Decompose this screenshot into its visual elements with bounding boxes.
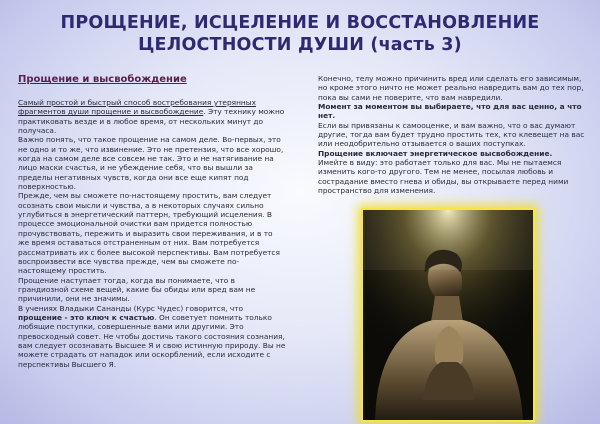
paragraph-intro	[18, 98, 286, 135]
page-title	[0, 12, 600, 56]
page-title-line-1: ПРОЩЕНИЕ, ИСЦЕЛЕНИЕ И ВОССТАНОВЛЕНИЕ	[60, 13, 540, 33]
paragraph-keep-in-mind: Имейте в виду: это работает только для вас. Мы не пытаемся изменить кого-то другого. Тем не менее, посылая любовь и сострадание вместо гнева и обиды, вы открываете перед ними пространство для изменения.	[318, 158, 569, 196]
paragraph-self-esteem: Если вы привязаны к самооценке, и вам важно, что о вас думают другие, тогда вам будет трудно простить тех, кто клевещет на вас или неодобрительно отзывается о ваших поступках.	[318, 120, 585, 149]
intro-underlined-text: Самый простой и быстрый способ востребования утерянных фрагментов души прощение и высвобождение	[18, 98, 256, 117]
section-heading: Прощение и высвобождение	[18, 74, 187, 85]
paragraph-emotional-cleansing: Прежде, чем вы сможете по-настоящему простить, вам следует осознать свои мысли и чувства, а в некоторых случаях сильно углубиться в энергетический паттерн, требующий исцеления. В процессе эмоциональной очистки вам придется полностью прочувствовать, пережить и выразить свои переживания, и в то же время оставаться отстраненным от них. Вам потребуется рассматривать их с более высокой перспективы. Вам потребуется воспроизвести все чувства прежде, чем вы сможете по-настоящему простить.	[18, 191, 280, 276]
praying-man-photo	[361, 208, 535, 422]
paragraph-forgiveness-comes: Прощение наступает тогда, когда вы понимаете, что в грандиозной схеме вещей, какие бы обиды или вред вам не причинили, они не значимы.	[18, 275, 256, 304]
paragraph-sananda-teachings	[18, 304, 286, 369]
sananda-text-start: В учениях Владыки Сананды (Курс Чудес) говорится, что	[18, 303, 244, 313]
page-title-line-2: ЦЕЛОСТНОСТИ ДУШИ (часть 3)	[138, 35, 462, 55]
sananda-bold-text: прощение - это ключ к счастью	[18, 312, 155, 322]
paragraph-what-is-forgiveness: Важно понять, что такое прощение на самом деле. Во-первых, это не одно и то же, что извинение. Это не претензия, что все хорошо, когда на самом деле все совсем не так. Это и не натягивание на лицо маски счастья, и не убеждение себя, что вы вышли за пределы негативных чувств, когда они все еще кипят под поверхностью.	[18, 135, 284, 192]
intro-text: . Эту технику можно практиковать везде и в любое время, от нескольких минут до получаса.	[18, 107, 285, 136]
paragraph-moment-choice: Момент за моментом вы выбираете, что для вас ценно, а что нет.	[318, 102, 582, 121]
right-column	[318, 74, 586, 195]
paragraph-body-harm: Конечно, телу можно причинить вред или сделать его зависимым, но кроме этого ничто не может реально навредить вам до тех пор, пока вы сами не поверите, что вам навредили.	[318, 74, 584, 102]
sananda-text-rest: . Он советует помнить только любящие поступки, совершенные вами или другими. Это превосходный совет. Не чтобы достичь такого состояния сознания, вам следует осознавать Высшее Я и свою истинную природу. Вы не можете страдать от нападок или оскорблений, если исходите с перспективы Высшего Я.	[18, 312, 286, 369]
praying-man-image	[363, 210, 533, 420]
paragraph-energetic-release: Прощение включает энергетическое высвобождение.	[318, 148, 553, 158]
left-column	[18, 74, 286, 369]
